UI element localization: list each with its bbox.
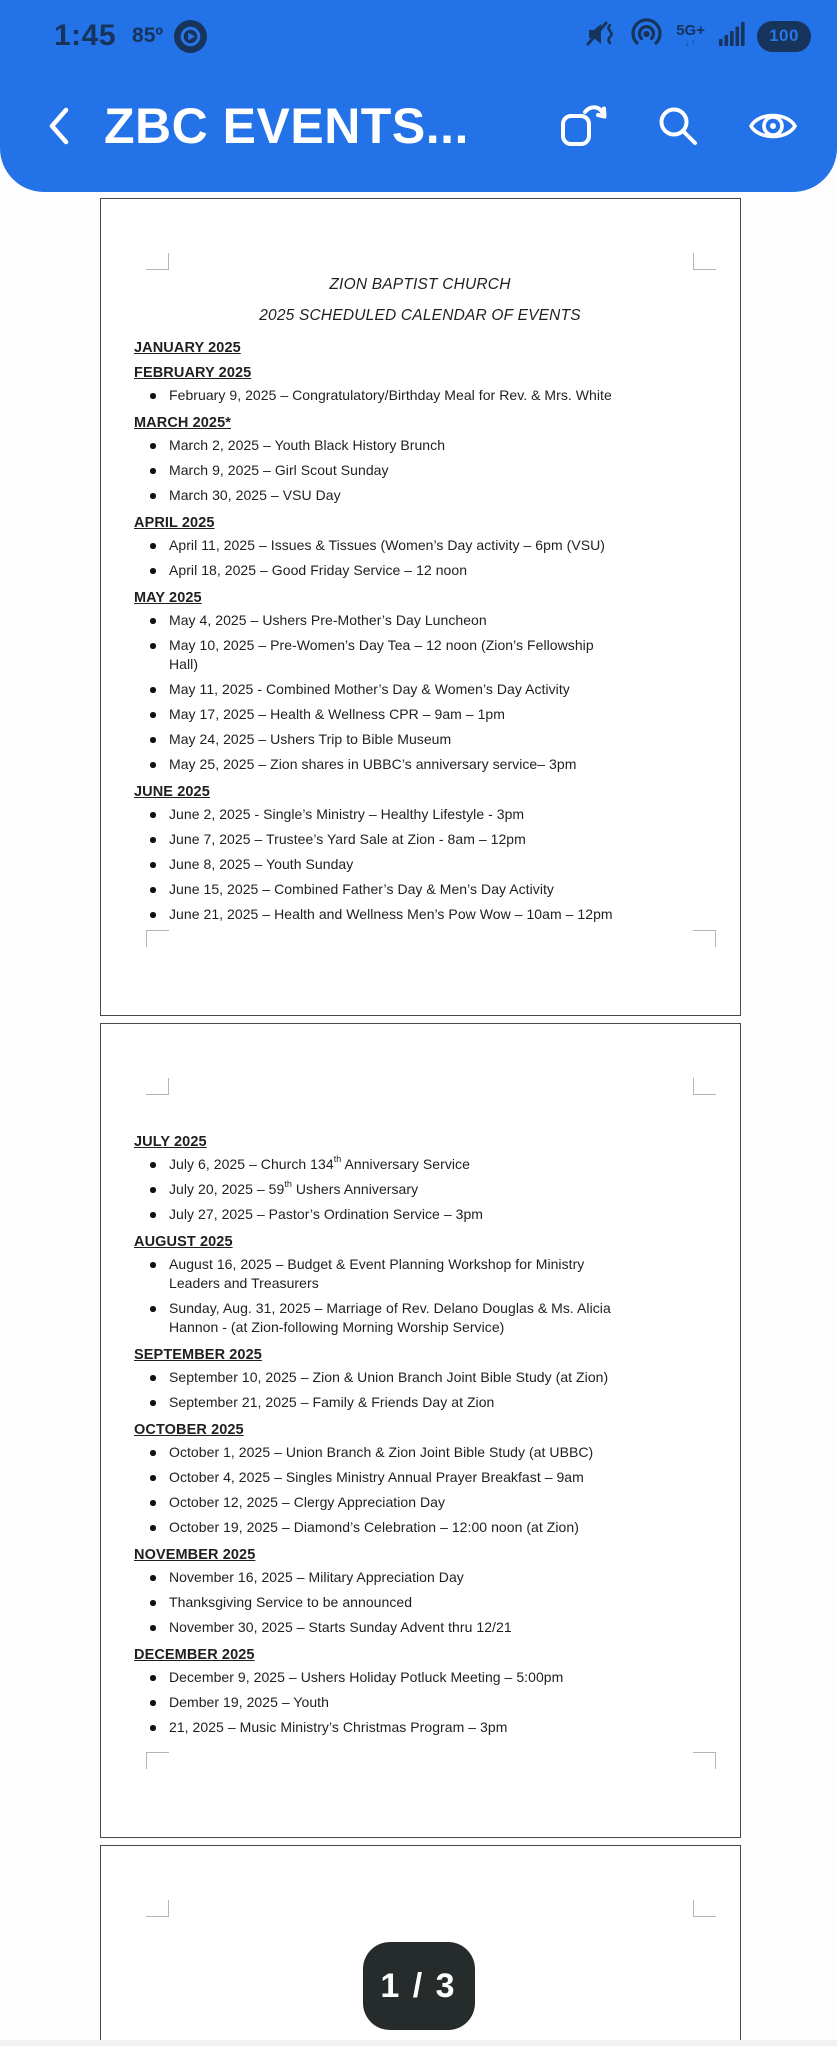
battery-pill [757, 21, 811, 52]
network-arrows-icon: ↓↑ [684, 38, 697, 49]
page-2-sections [134, 1130, 706, 1737]
status-right-cluster [585, 17, 811, 55]
event-text: October 19, 2025 – Diamond’s Celebration – 12:00 noon (at Zion) [169, 1519, 579, 1535]
bullet-icon [150, 643, 156, 649]
month-heading: DECEMBER 2025 [134, 1647, 255, 1663]
event-item [134, 680, 706, 699]
bullet-icon [150, 912, 156, 918]
month-heading: JULY 2025 [134, 1134, 207, 1150]
month-heading: NOVEMBER 2025 [134, 1547, 256, 1563]
event-item [134, 1299, 706, 1337]
event-text: Dember 19, 2025 – Youth [169, 1694, 329, 1710]
bullet-icon [150, 737, 156, 743]
event-list [134, 436, 706, 505]
back-chevron-icon[interactable] [44, 104, 74, 148]
event-text: February 9, 2025 – Congratulatory/Birthday Meal for Rev. & Mrs. White [169, 387, 612, 403]
bullet-icon [150, 393, 156, 399]
event-text: April 18, 2025 – Good Friday Service – 12 noon [169, 562, 468, 578]
event-text: May 17, 2025 – Health & Wellness CPR – 9am – 1pm [169, 706, 505, 722]
event-item [134, 536, 706, 555]
crop-mark-icon [693, 1900, 716, 1917]
event-item [134, 436, 706, 455]
bullet-icon [150, 1625, 156, 1631]
event-text: March 2, 2025 – Youth Black History Brunch [169, 437, 446, 453]
bullet-icon [150, 493, 156, 499]
crop-mark-icon [146, 1752, 169, 1769]
bullet-icon [150, 443, 156, 449]
document-title-line-1: ZION BAPTIST CHURCH [329, 276, 511, 293]
bullet-icon [150, 1500, 156, 1506]
bullet-icon [150, 862, 156, 868]
event-item [134, 905, 706, 924]
event-item [134, 1668, 706, 1687]
search-icon[interactable] [655, 103, 701, 149]
bullet-icon [150, 1262, 156, 1268]
event-item [134, 855, 706, 874]
event-item [134, 1618, 706, 1637]
status-bar [0, 14, 837, 58]
event-item [134, 1180, 706, 1199]
event-list [134, 536, 706, 580]
bullet-icon [150, 1306, 156, 1312]
page-1-content [101, 199, 740, 924]
event-item [134, 1368, 706, 1387]
event-text: October 4, 2025 – Singles Ministry Annual Prayer Breakfast – 9am [169, 1469, 584, 1485]
screen-bottom-strip [0, 2040, 837, 2046]
temperature: 85º [132, 24, 164, 47]
toolbar [0, 76, 837, 176]
month-heading: JUNE 2025 [134, 784, 210, 800]
event-item [134, 705, 706, 724]
hotspot-icon [630, 17, 663, 55]
bullet-icon [150, 1375, 156, 1381]
event-text: May 24, 2025 – Ushers Trip to Bible Museum [169, 731, 452, 747]
bullet-icon [150, 1575, 156, 1581]
event-item [134, 1593, 706, 1612]
document-title-line-2: 2025 SCHEDULED CALENDAR OF EVENTS [259, 307, 581, 324]
month-heading: AUGUST 2025 [134, 1234, 233, 1250]
event-text: Sunday, Aug. 31, 2025 – Marriage of Rev. Delano Douglas & Ms. Alicia Hannon - (at Zion-following Morning Worship Service) [169, 1300, 611, 1335]
event-text: 21, 2025 – Music Ministry’s Christmas Program – 3pm [169, 1719, 508, 1735]
bullet-icon [150, 762, 156, 768]
event-item [134, 880, 706, 899]
event-text: May 11, 2025 - Combined Mother’s Day & Women’s Day Activity [169, 681, 570, 697]
clock: 1:45 [54, 19, 117, 52]
page-title: ZBC EVENTS... [104, 98, 469, 154]
event-text: July 27, 2025 – Pastor’s Ordination Service – 3pm [169, 1206, 483, 1222]
bullet-icon [150, 887, 156, 893]
bullet-icon [150, 1187, 156, 1193]
event-text: September 21, 2025 – Family & Friends Day at Zion [169, 1394, 495, 1410]
eye-view-icon[interactable] [747, 104, 799, 148]
event-item [134, 1568, 706, 1587]
crop-mark-icon [693, 930, 716, 947]
bullet-icon [150, 812, 156, 818]
crop-mark-icon [693, 1752, 716, 1769]
event-text: June 21, 2025 – Health and Wellness Men’s Pow Wow – 10am – 12pm [169, 906, 613, 922]
bullet-icon [150, 1162, 156, 1168]
page-indicator-text: 1 / 3 [380, 1966, 457, 2005]
bullet-icon [150, 837, 156, 843]
event-item [134, 1518, 706, 1537]
event-list [134, 386, 706, 405]
bullet-icon [150, 712, 156, 718]
event-item [134, 1718, 706, 1737]
page-2-content [101, 1024, 740, 1737]
mute-vibrate-icon [585, 18, 619, 55]
event-text: October 12, 2025 – Clergy Appreciation Day [169, 1494, 446, 1510]
bullet-icon [150, 1212, 156, 1218]
bullet-icon [150, 468, 156, 474]
event-text: May 10, 2025 – Pre-Women’s Day Tea – 12 noon (Zion’s Fellowship Hall) [169, 637, 594, 672]
month-heading: FEBRUARY 2025 [134, 365, 252, 381]
crop-mark-icon [146, 253, 169, 270]
event-list [134, 1368, 706, 1412]
event-text: April 11, 2025 – Issues & Tissues (Women’s Day activity – 6pm (VSU) [169, 537, 605, 553]
bullet-icon [150, 687, 156, 693]
bullet-icon [150, 1725, 156, 1731]
event-text: July 20, 2025 – 59th Ushers Anniversary [169, 1179, 419, 1197]
event-item [134, 461, 706, 480]
event-text: September 10, 2025 – Zion & Union Branch Joint Bible Study (at Zion) [169, 1369, 609, 1385]
event-text: October 1, 2025 – Union Branch & Zion Joint Bible Study (at UBBC) [169, 1444, 594, 1460]
event-text: July 6, 2025 – Church 134th Anniversary Service [169, 1154, 470, 1172]
event-list [134, 1668, 706, 1737]
event-text: June 15, 2025 – Combined Father’s Day & Men’s Day Activity [169, 881, 554, 897]
bullet-icon [150, 1600, 156, 1606]
month-heading: SEPTEMBER 2025 [134, 1347, 262, 1363]
crop-mark-icon [693, 1078, 716, 1095]
event-item [134, 636, 706, 674]
event-item [134, 486, 706, 505]
toolbar-actions [557, 102, 807, 150]
month-heading: MARCH 2025* [134, 415, 231, 431]
crop-mark-icon [693, 253, 716, 270]
event-list [134, 1443, 706, 1537]
event-item [134, 730, 706, 749]
event-item [134, 805, 706, 824]
event-item [134, 611, 706, 630]
bullet-icon [150, 1525, 156, 1531]
bullet-icon [150, 1675, 156, 1681]
page-indicator-badge [363, 1942, 475, 2030]
crop-mark-icon [146, 1900, 169, 1917]
month-heading: OCTOBER 2025 [134, 1422, 244, 1438]
crop-mark-icon [146, 930, 169, 947]
event-text: December 9, 2025 – Ushers Holiday Potluck Meeting – 5:00pm [169, 1669, 564, 1685]
month-heading: APRIL 2025 [134, 515, 215, 531]
event-item [134, 755, 706, 774]
event-text: Thanksgiving Service to be announced [169, 1594, 413, 1610]
event-list [134, 611, 706, 774]
event-item [134, 1693, 706, 1712]
month-heading: MAY 2025 [134, 590, 202, 606]
event-list [134, 1255, 706, 1337]
crop-mark-icon [146, 1078, 169, 1095]
event-item [134, 1468, 706, 1487]
event-text: November 16, 2025 – Military Appreciation Day [169, 1569, 464, 1585]
record-indicator-icon [173, 19, 208, 54]
document-page-1[interactable] [100, 198, 741, 1016]
bullet-icon [150, 618, 156, 624]
signal-bars-icon [718, 21, 746, 52]
event-item [134, 830, 706, 849]
page-1-sections [134, 336, 706, 924]
bullet-icon [150, 543, 156, 549]
bullet-icon [150, 568, 156, 574]
event-text: June 7, 2025 – Trustee’s Yard Sale at Zion - 8am – 12pm [169, 831, 526, 847]
event-list [134, 1155, 706, 1224]
bullet-icon [150, 1450, 156, 1456]
event-item [134, 561, 706, 580]
document-page-2[interactable] [100, 1023, 741, 1838]
event-text: March 30, 2025 – VSU Day [169, 487, 341, 503]
event-text: June 2, 2025 - Single’s Ministry – Healthy Lifestyle - 3pm [169, 806, 525, 822]
event-item [134, 1393, 706, 1412]
event-item [134, 1205, 706, 1224]
network-type: 5G+ ↓↑ [676, 22, 705, 49]
event-item [134, 1255, 706, 1293]
rotate-screen-icon[interactable] [557, 102, 609, 150]
event-text: November 30, 2025 – Starts Sunday Advent thru 12/21 [169, 1619, 512, 1635]
event-list [134, 805, 706, 924]
event-list [134, 1568, 706, 1637]
bullet-icon [150, 1700, 156, 1706]
document-title-block [134, 269, 706, 331]
month-heading: JANUARY 2025 [134, 340, 241, 356]
battery-level: 100 [769, 26, 799, 45]
event-text: March 9, 2025 – Girl Scout Sunday [169, 462, 389, 478]
bullet-icon [150, 1475, 156, 1481]
event-text: May 4, 2025 – Ushers Pre-Mother’s Day Luncheon [169, 612, 487, 628]
event-text: August 16, 2025 – Budget & Event Planning Workshop for Ministry Leaders and Treasurers [169, 1256, 585, 1291]
event-item [134, 1493, 706, 1512]
event-text: June 8, 2025 – Youth Sunday [169, 856, 354, 872]
event-text: May 25, 2025 – Zion shares in UBBC’s anniversary service– 3pm [169, 756, 577, 772]
event-item [134, 1155, 706, 1174]
app-header [0, 0, 837, 192]
event-item [134, 1443, 706, 1462]
event-item [134, 386, 706, 405]
bullet-icon [150, 1400, 156, 1406]
